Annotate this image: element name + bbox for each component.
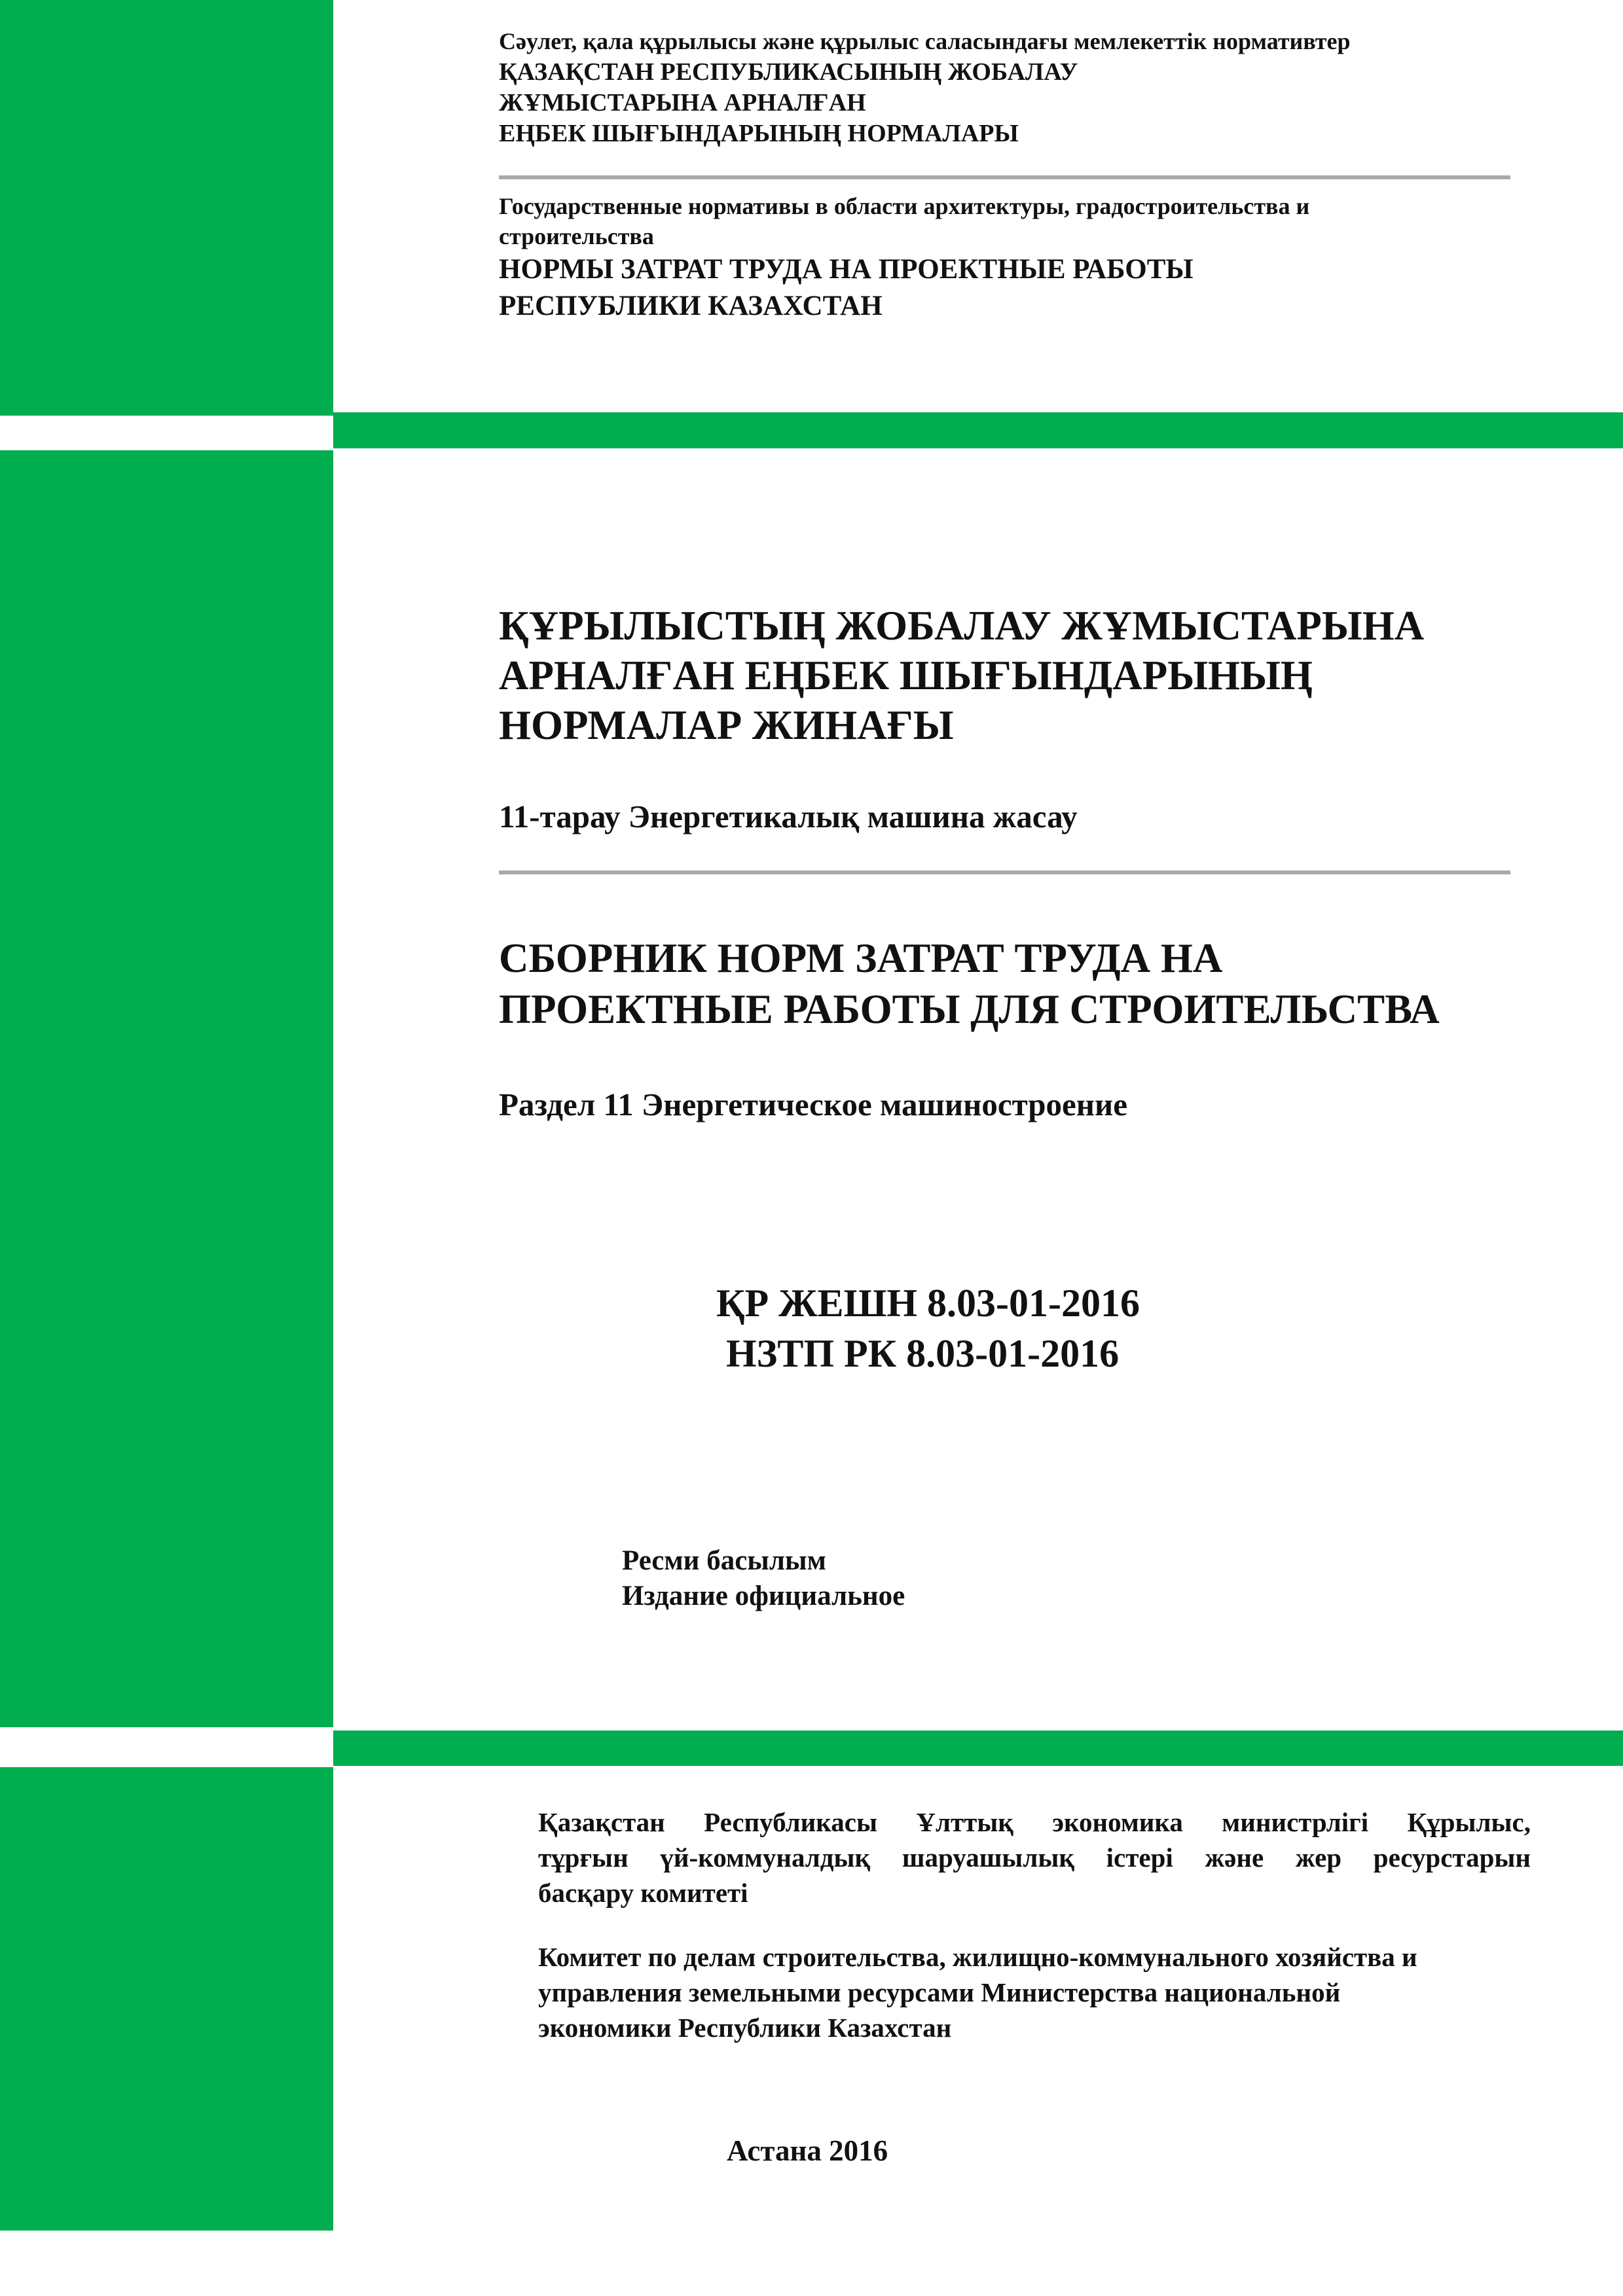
publisher-ru-line-2: управления земельными ресурсами Министерства национальной [538, 1977, 1341, 2007]
header-ru [499, 191, 1309, 325]
publisher-ru [538, 1939, 1417, 2045]
header-ru-line-3: НОРМЫ ЗАТРАТ ТРУДА НА ПРОЕКТНЫЕ РАБОТЫ [499, 254, 1194, 285]
title-divider [499, 870, 1510, 874]
publisher-ru-line-1: Комитет по делам строительства, жилищно-коммунального хозяйства и [538, 1942, 1417, 1972]
title-ru-line-1: СБОРНИК НОРМ ЗАТРАТ ТРУДА НА [499, 935, 1223, 981]
title-kz-line-3: НОРМАЛАР ЖИНАҒЫ [499, 702, 954, 748]
green-band-lower [333, 1731, 1623, 1766]
header-ru-line-2: строительства [499, 223, 654, 249]
header-kz [499, 26, 1350, 149]
title-kz-line-2: АРНАЛҒАН ЕҢБЕК ШЫҒЫНДАРЫНЫҢ [499, 653, 1313, 698]
publisher-kz-line-3: басқару комитеті [538, 1878, 748, 1908]
document-code-kz: ҚР ЖЕШН 8.03-01-2016 [716, 1282, 1140, 1325]
publisher-kz-line-1: Қазақстан Республикасы Ұлттық экономика министрлігі Құрылыс, [538, 1807, 1531, 1837]
header-ru-line-1: Государственные нормативы в области архитектуры, градостроительства и [499, 193, 1310, 219]
header-ru-line-4: РЕСПУБЛИКИ КАЗАХСТАН [499, 291, 883, 321]
title-kz [499, 601, 1424, 750]
header-kz-line-3: ЖҰМЫСТАРЫНА АРНАЛҒАН [499, 89, 866, 117]
left-green-panel-bottom [0, 1767, 333, 2231]
title-ru-line-2: ПРОЕКТНЫЕ РАБОТЫ ДЛЯ СТРОИТЕЛЬСТВА [499, 986, 1440, 1032]
title-ru [499, 933, 1440, 1035]
left-green-panel-top [0, 0, 333, 416]
edition-kz: Ресми басылым [622, 1545, 826, 1576]
publisher-kz-line-2: тұрғын үй-коммуналдық шаруашылық істері және жер ресурстарын [538, 1842, 1531, 1873]
header-kz-line-2: ҚАЗАҚСТАН РЕСПУБЛИКАСЫНЫҢ ЖОБАЛАУ [499, 58, 1078, 86]
title-kz-section: 11-тарау Энергетикалық машина жасау [499, 798, 1078, 834]
header-kz-line-4: ЕҢБЕК ШЫҒЫНДАРЫНЫҢ НОРМАЛАРЫ [499, 120, 1019, 147]
edition-note [622, 1543, 905, 1614]
city-year: Астана 2016 [727, 2134, 888, 2167]
green-band-upper [333, 412, 1623, 448]
title-kz-line-1: ҚҰРЫЛЫСТЫҢ ЖОБАЛАУ ЖҰМЫСТАРЫНА [499, 603, 1425, 649]
edition-ru: Издание официальное [622, 1581, 905, 1611]
publisher-kz [538, 1804, 1531, 1910]
left-green-panel-middle [0, 450, 333, 1727]
document-code-ru: НЗТП РК 8.03-01-2016 [726, 1332, 1120, 1375]
header-kz-line-1: Сәулет, қала құрылысы және құрылыс саласындағы мемлекеттік нормативтер [499, 28, 1351, 54]
publisher-ru-line-3: экономики Республики Казахстан [538, 2013, 952, 2043]
title-ru-section: Раздел 11 Энергетическое машиностроение [499, 1086, 1127, 1122]
header-divider [499, 175, 1510, 179]
